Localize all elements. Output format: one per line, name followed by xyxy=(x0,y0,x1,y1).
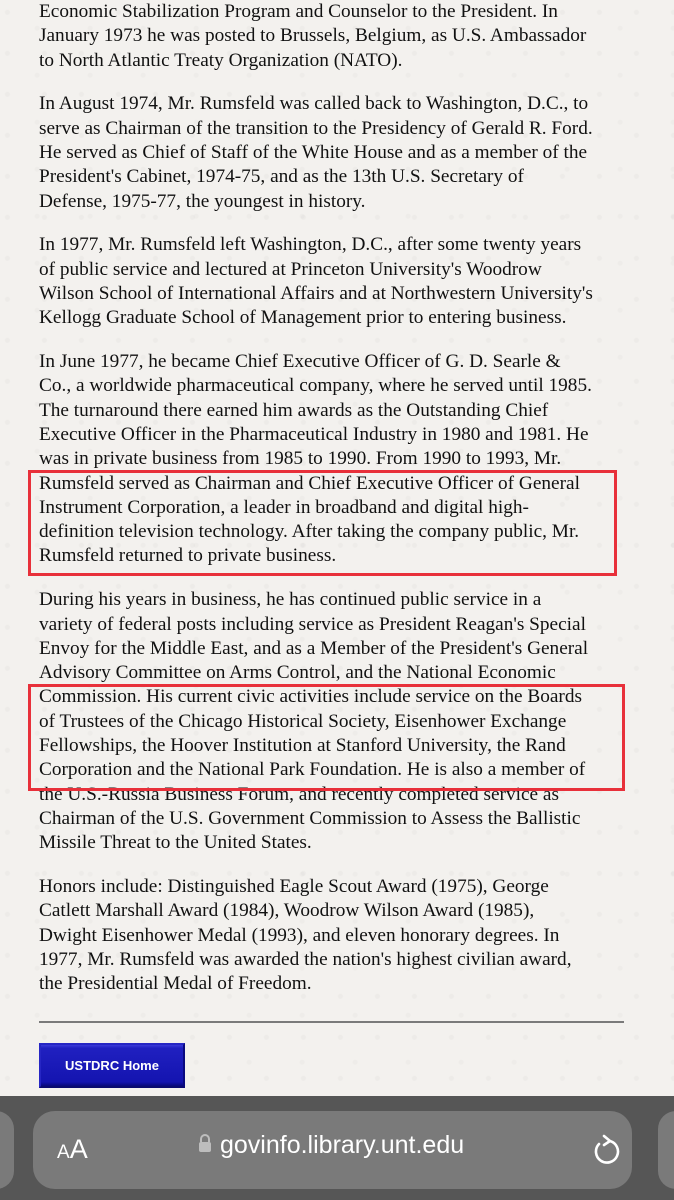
text-line: Rumsfeld served as Chairman and Chief Executive Officer of General xyxy=(39,472,580,494)
text-line: serve as Chairman of the transition to the Presidency of Gerald R. Ford. xyxy=(39,117,593,139)
text-line: Defense, 1975-77, the youngest in history. xyxy=(39,190,366,212)
text-line: Honors include: Distinguished Eagle Scout Award (1975), George xyxy=(39,876,549,897)
text-line: Chairman of the U.S. Government Commission to Assess the Ballistic xyxy=(39,807,581,829)
text-line: In June 1977, he became Chief Executive Officer of G. D. Searle & xyxy=(39,351,561,373)
highlight-box-civic-activities xyxy=(28,684,625,791)
text-line: He served as Chief of Staff of the White House and as a member of the xyxy=(39,141,588,163)
text-line: to North Atlantic Treaty Organization (NATO). xyxy=(39,49,403,71)
text-line: Envoy for the Middle East, and as a Member of the President's General xyxy=(39,637,589,659)
text-line: In 1977, Mr. Rumsfeld left Washington, D.C., after some twenty years xyxy=(39,234,582,256)
text-line: definition television technology. After taking the company public, Mr. xyxy=(39,521,580,543)
text-line: the U.S.-Russia Business Forum, and recently completed service as xyxy=(39,783,559,805)
text-line: Catlett Marshall Award (1984), Woodrow Wilson Award (1985), xyxy=(39,900,535,922)
text-line: Kellogg Graduate School of Management prior to entering business. xyxy=(39,307,567,329)
text-line: Corporation and the National Park Foundation. He is also a member of xyxy=(39,759,586,781)
text-line: the Presidential Medal of Freedom. xyxy=(39,973,312,995)
text-size-button[interactable] xyxy=(57,1134,88,1165)
text-line: Missile Threat to the United States. xyxy=(39,832,312,854)
text-line: of public service and lectured at Princeton University's Woodrow xyxy=(39,258,542,280)
text-line: January 1973 he was posted to Brussels, Belgium, as U.S. Ambassador xyxy=(39,25,587,47)
text-line: Fellowships, the Hoover Institution at Stanford University, the Rand xyxy=(39,735,566,757)
paragraph xyxy=(39,0,639,73)
text-line: Rumsfeld returned to private business. xyxy=(39,545,337,567)
paragraph xyxy=(39,233,639,330)
text-line: Co., a worldwide pharmaceutical company, where he served until 1985. xyxy=(39,375,592,397)
url-display[interactable] xyxy=(198,1131,464,1160)
text-line: Commission. His current civic activities include service on the Boards xyxy=(39,686,582,708)
url-text: govinfo.library.unt.edu xyxy=(220,1131,465,1159)
text-line: was in private business from 1985 to 1990. From 1990 to 1993, Mr. xyxy=(39,448,562,470)
text-size-large: A xyxy=(69,1134,88,1164)
text-line: Wilson School of International Affairs and at Northwestern University's xyxy=(39,282,593,304)
next-tab-preview[interactable] xyxy=(658,1111,674,1189)
text-size-small: A xyxy=(57,1142,70,1163)
text-line: Instrument Corporation, a leader in broadband and digital high- xyxy=(39,496,529,518)
text-line: President's Cabinet, 1974-75, and as the 13th U.S. Secretary of xyxy=(39,166,524,188)
text-line: 1977, Mr. Rumsfeld was awarded the nation's highest civilian award, xyxy=(39,948,572,970)
paragraph xyxy=(39,875,639,996)
text-line: The turnaround there earned him awards as the Outstanding Chief xyxy=(39,399,549,421)
text-line: Advisory Committee on Arms Control, and the National Economic xyxy=(39,662,556,684)
text-line: Dwight Eisenhower Medal (1993), and eleven honorary degrees. In xyxy=(39,924,560,946)
paragraph xyxy=(39,92,639,213)
text-line: During his years in business, he has continued public service in a xyxy=(39,589,542,611)
reload-icon[interactable] xyxy=(590,1133,622,1172)
ustdrc-home-button[interactable]: USTDRC Home xyxy=(39,1043,185,1088)
text-line: variety of federal posts including service as President Reagan's Special xyxy=(39,613,586,635)
highlight-box-general-instrument xyxy=(28,470,617,576)
text-line: Executive Officer in the Pharmaceutical Industry in 1980 and 1981. He xyxy=(39,423,589,445)
text-line: In August 1974, Mr. Rumsfeld was called back to Washington, D.C., to xyxy=(39,93,589,115)
horizontal-rule xyxy=(39,1021,624,1023)
text-line: of Trustees of the Chicago Historical Society, Eisenhower Exchange xyxy=(39,710,567,732)
lock-icon xyxy=(198,1131,212,1160)
text-line: Economic Stabilization Program and Counselor to the President. In xyxy=(39,1,558,22)
previous-tab-preview[interactable] xyxy=(0,1111,14,1189)
